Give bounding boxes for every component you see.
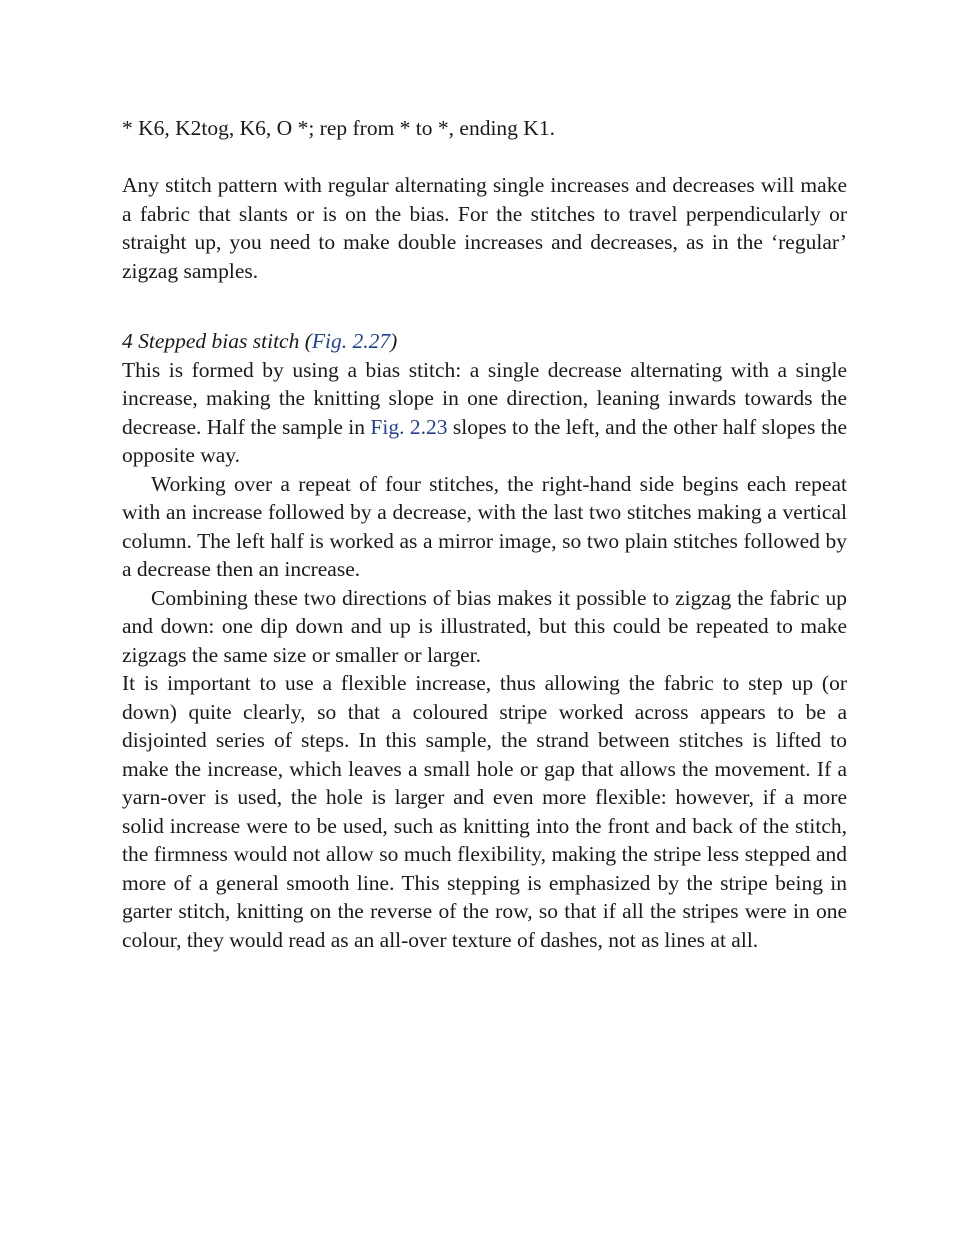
paragraph-1-text-start: This is formed by using a bias stitch: a single decrease alternating with a single increase, making the knitting slope in one direction, leaning inwards towards the decrease. Half the sample in <box>122 357 847 439</box>
section-heading <box>122 327 847 356</box>
section-paragraph-3: Combining these two directions of bias makes it possible to zigzag the fabric up and down: one dip down and up is illustrated, but this could be repeated to make zigzags the same size or smaller or larger. <box>122 585 847 667</box>
bias-explanation-block <box>122 171 847 285</box>
section-paragraph-1 <box>122 356 847 470</box>
fig-2-27-link[interactable]: Fig. 2.27 <box>311 329 391 353</box>
section-heading-close: ) <box>390 329 398 353</box>
section-paragraph-2: Working over a repeat of four stitches, the right-hand side begins each repeat with an increase followed by a decrease, with the last two stitches making a vertical column. The left half is worked as a mirror image, so two plain stitches followed by a decrease then an increase. <box>122 471 847 581</box>
fig-2-23-link[interactable]: Fig. 2.23 <box>370 414 448 439</box>
section-heading-text: 4 Stepped bias stitch ( <box>122 329 312 353</box>
paragraph-1-text-end: slopes to the left, and the other half slopes the opposite way. <box>122 414 847 467</box>
pattern-instruction: * K6, K2tog, K6, O *; rep from * to *, ending K1. <box>122 116 555 140</box>
stepped-bias-section <box>122 327 847 954</box>
pattern-instruction-block <box>122 114 847 143</box>
bias-explanation-paragraph: Any stitch pattern with regular alternating single increases and decreases will make a fabric that slants or is on the bias. For the stitches to travel perpendicularly or straight up, you need to make double increases and decreases, as in the ‘regular’ zigzag samples. <box>122 173 847 283</box>
section-paragraph-4: It is important to use a flexible increase, thus allowing the fabric to step up (or down) quite clearly, so that a coloured stripe worked across appears to be a disjointed series of steps. In this sample, the strand between stitches is lifted to make the increase, which leaves a small hole or gap that allows the movement. If a yarn-over is used, the hole is larger and even more flexible: however, if a more solid increase were to be used, such as knitting into the front and back of the stitch, the firmness would not allow so much flexibility, making the stripe less stepped and more of a general smooth line. This stepping is emphasized by the stripe being in garter stitch, knitting on the reverse of the row, so that if all the stripes were in one colour, they would read as an all-over texture of dashes, not as lines at all. <box>122 671 847 952</box>
